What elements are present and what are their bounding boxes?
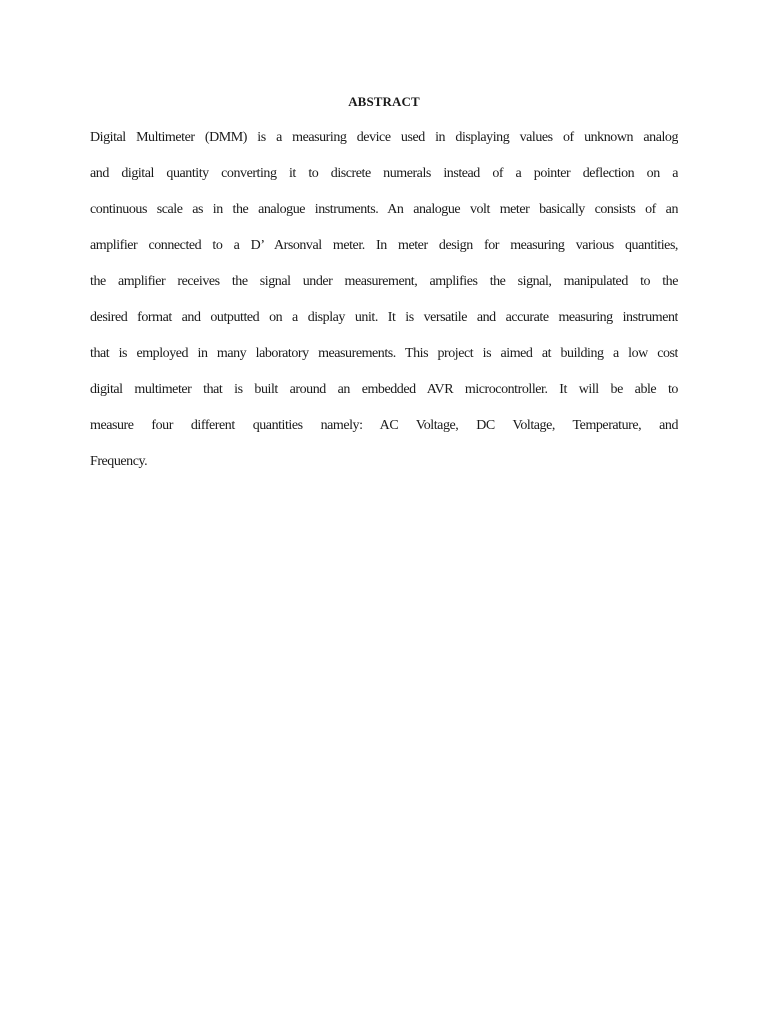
paragraph-line: and digital quantity converting it to discrete numerals instead of a pointer deflection on a (90, 166, 678, 181)
paragraph-line-last: Frequency. (90, 454, 148, 469)
paragraph-line: digital multimeter that is built around an embedded AVR microcontroller. It will be able to (90, 382, 678, 397)
abstract-heading: ABSTRACT (348, 94, 420, 109)
paragraph-line: amplifier connected to a D’ Arsonval meter. In meter design for measuring various quantities, (90, 238, 678, 253)
paragraph-line: that is employed in many laboratory measurements. This project is aimed at building a low cost (90, 346, 678, 361)
paragraph-line: continuous scale as in the analogue instruments. An analogue volt meter basically consists of an (90, 202, 678, 217)
paragraph-line: the amplifier receives the signal under measurement, amplifies the signal, manipulated to the (90, 274, 678, 289)
paragraph-line: Digital Multimeter (DMM) is a measuring device used in displaying values of unknown analog (90, 130, 678, 145)
abstract-paragraph (90, 125, 678, 485)
paragraph-line: measure four different quantities namely: AC Voltage, DC Voltage, Temperature, and (90, 418, 678, 433)
paragraph-line: desired format and outputted on a display unit. It is versatile and accurate measuring instrument (90, 310, 678, 325)
